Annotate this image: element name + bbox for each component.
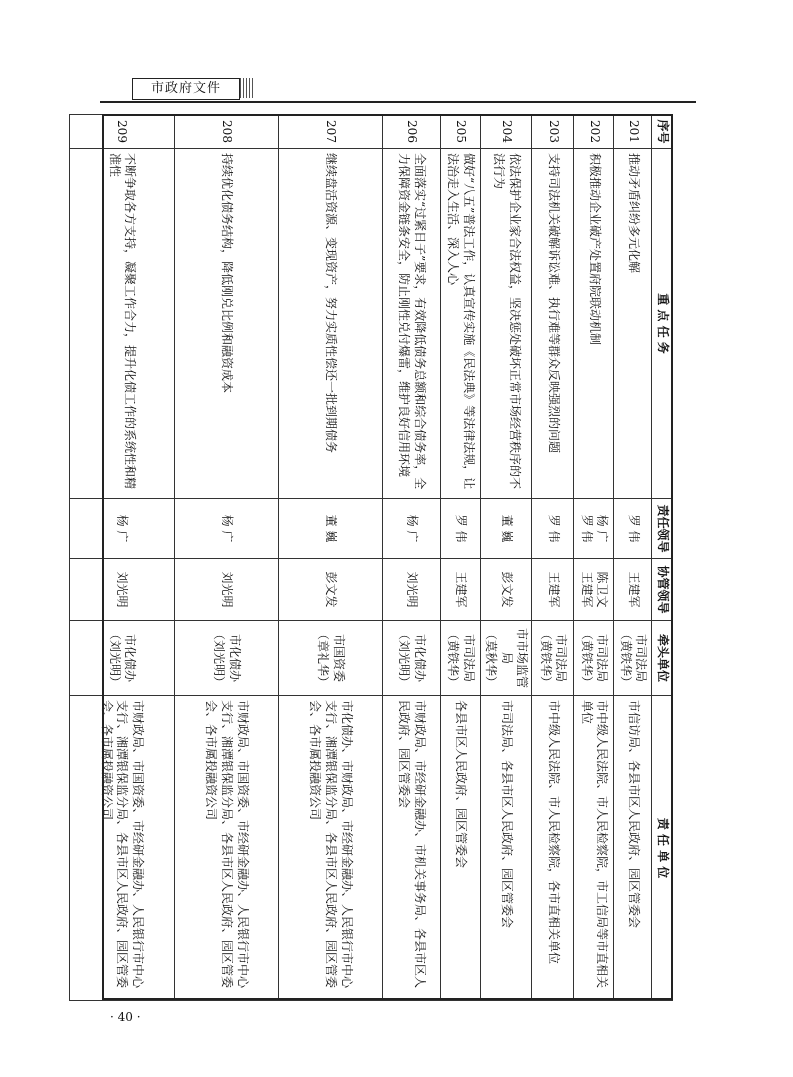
row-units: 市化债办、市财政局、市经研金融办、人民银行市中心支行、湘潭银保监分局、各县市区人民政府、园区管委会、各市属投融资公司 — [278, 696, 382, 1001]
table-header-row — [652, 115, 673, 1001]
row-no: 208 — [174, 115, 278, 149]
row-assist: 刘光明 — [174, 559, 278, 621]
row-assist: 王建军 — [440, 559, 480, 621]
header-task: 重 点 任 务 — [652, 149, 673, 499]
row-no: 206 — [382, 115, 440, 149]
row-lead: 罗 伟 — [532, 499, 574, 559]
row-lead: 罗 伟 — [440, 499, 480, 559]
row-units: 市中级人民法院、市人民检察院，市工信局等市直相关单位 — [574, 696, 614, 1001]
table-row — [614, 115, 652, 1001]
row-head-unit: 市国资委 （章礼华） — [278, 621, 382, 696]
table-row — [69, 115, 174, 1001]
header-lead: 责任领导 — [652, 499, 673, 559]
header-rule — [100, 101, 696, 103]
task-table — [69, 114, 673, 1001]
header-head-unit: 牵头单位 — [652, 621, 673, 696]
table-row — [174, 115, 278, 1001]
row-head-unit: 市化债办 （刘光明） — [69, 621, 174, 696]
row-head-unit: 市司法局 （黄铁华） — [532, 621, 574, 696]
table-row — [480, 115, 532, 1001]
row-task: 持续优化债务结构，降低刚兑比例和融资成本 — [174, 149, 278, 499]
row-lead: 杨 广 — [382, 499, 440, 559]
row-head-unit: 市市场监管局 （莫秋华） — [480, 621, 532, 696]
row-head-unit: 市司法局 （黄铁华） — [574, 621, 614, 696]
table-row — [574, 115, 614, 1001]
table-row — [440, 115, 480, 1001]
row-head-unit: 市司法局 （黄铁华） — [440, 621, 480, 696]
header-no: 序号 — [652, 115, 673, 149]
document-header-title: 市政府文件 — [132, 78, 240, 100]
row-lead: 罗 伟 — [614, 499, 652, 559]
row-units: 市司法局、各县市区人民政府、园区管委会 — [480, 696, 532, 1001]
row-units: 市财政局、市国资委、市经研金融办、人民银行市中心支行、湘潭银保监分局、各县市区人民政府、园区管委会、各市属投融资公司 — [69, 696, 174, 1001]
row-no: 203 — [532, 115, 574, 149]
table-row — [278, 115, 382, 1001]
row-units: 市中级人民法院、市人民检察院，各市直相关单位 — [532, 696, 574, 1001]
row-lead: 杨 广 — [69, 499, 174, 559]
page-number: · 40 · — [110, 1010, 141, 1024]
row-assist: 陈卫文 王建军 — [574, 559, 614, 621]
row-task: 积极推动企业破产处置府院联动机制 — [574, 149, 614, 499]
row-units: 各县市区人民政府、园区管委会 — [440, 696, 480, 1001]
row-no: 201 — [614, 115, 652, 149]
row-assist: 王建军 — [532, 559, 574, 621]
table-row — [532, 115, 574, 1001]
row-head-unit: 市司法局 （黄铁华） — [614, 621, 652, 696]
row-lead: 杨 广 — [174, 499, 278, 559]
row-no: 207 — [278, 115, 382, 149]
header-hatch-decoration — [240, 78, 254, 98]
row-lead: 董 巍 — [480, 499, 532, 559]
row-assist: 彭文发 — [278, 559, 382, 621]
row-head-unit: 市化债办 （刘光明） — [382, 621, 440, 696]
row-task: 支持司法机关破解诉讼难、执行难等群众反映强烈的问题 — [532, 149, 574, 499]
row-task: 全面落实“过紧日子”要求，有效降低债务总额和综合债务率，全力保障资金链条安全，防止刚性兑付爆雷，维护良好信用环境 — [382, 149, 440, 499]
row-assist: 王建军 — [614, 559, 652, 621]
row-task: 依法保护企业家合法权益，坚决惩处破坏正常市场经营秩序的不法行为 — [480, 149, 532, 499]
table-row — [382, 115, 440, 1001]
row-assist: 刘光明 — [382, 559, 440, 621]
row-units: 市财政局、市经研金融办、市机关事务局、各县市区人民政府、园区管委会 — [382, 696, 440, 1001]
row-lead: 杨 广 罗 伟 — [574, 499, 614, 559]
row-task: 继续盘活资源、变现资产，努力实质性偿还一批到期债务 — [278, 149, 382, 499]
row-head-unit: 市化债办 （刘光明） — [174, 621, 278, 696]
row-units: 市信访局、各县市区人民政府、园区管委会 — [614, 696, 652, 1001]
header-assist: 协管领导 — [652, 559, 673, 621]
row-no: 205 — [440, 115, 480, 149]
rotated-table-stage — [99, 114, 673, 1000]
row-assist: 刘光明 — [69, 559, 174, 621]
row-units: 市财政局、市国资委、市经研金融办、人民银行市中心支行、湘潭银保监分局、各县市区人民政府、园区管委会、各市属投融资公司 — [174, 696, 278, 1001]
row-lead: 董 巍 — [278, 499, 382, 559]
row-no: 202 — [574, 115, 614, 149]
row-task: 推动矛盾纠纷多元化解 — [614, 149, 652, 499]
row-task: 做好“八五”普法工作，认真宣传实施《民法典》等法律法规，让法治走入生活、深入人心 — [440, 149, 480, 499]
row-no: 204 — [480, 115, 532, 149]
header-responsible-units: 责 任 单 位 — [652, 696, 673, 1001]
row-task: 不断争取各方支持，凝聚工作合力，提升化债工作的系统性和精准性 — [69, 149, 174, 499]
row-assist: 彭文发 — [480, 559, 532, 621]
row-no: 209 — [69, 115, 174, 149]
